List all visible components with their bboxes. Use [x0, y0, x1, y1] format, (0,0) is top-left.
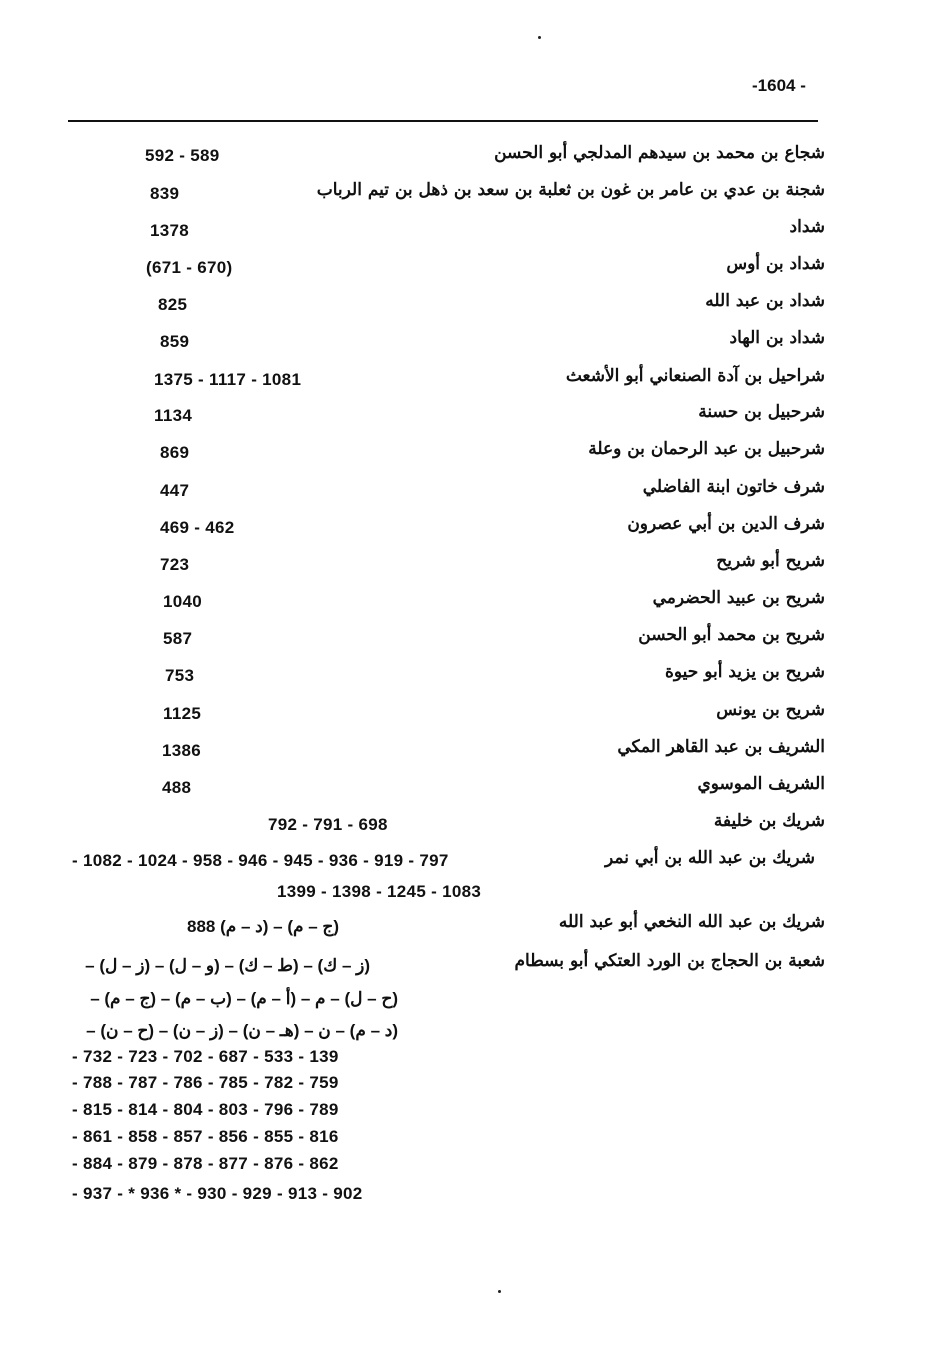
entry-pages: 869 [160, 443, 190, 462]
entry-pages: 469 - 462 [160, 518, 235, 537]
entry-pages: 753 [165, 666, 195, 685]
entry-name: شعبة بن الحجاج بن الورد العتكي أبو بسطام [514, 951, 825, 971]
entry-pages: 825 [158, 295, 188, 314]
top-speck [538, 36, 541, 39]
entry-name: شريح بن يونس [716, 700, 825, 720]
entry-pages-line: - 861 - 858 - 857 - 856 - 855 - 816 [72, 1127, 339, 1146]
entry-pages: 447 [160, 481, 190, 500]
entry-pages: 488 [162, 778, 192, 797]
entry-name: شريك بن عبد الله النخعي أبو عبد الله [558, 912, 825, 932]
entry-name: شرف الدين بن أبي عصرون [627, 514, 825, 534]
entry-pages: 792 - 791 - 698 [268, 815, 388, 834]
entry-name: شريح بن محمد أبو الحسن [638, 625, 825, 645]
entry-pages: 859 [160, 332, 190, 351]
entry-name: شريح أبو شريح [716, 551, 825, 571]
entry-pages: 1040 [163, 592, 203, 611]
entry-name: شراحيل بن آدة الصنعاني أبو الأشعث [565, 366, 825, 386]
entry-name: شريح بن يزيد أبو حيوة [664, 662, 825, 682]
entry-name: شداد بن الهاد [729, 328, 825, 348]
entry-pages-line: - 788 - 787 - 786 - 785 - 782 - 759 [72, 1073, 339, 1092]
page-number: -1604 - [752, 76, 806, 95]
entry-name: الشريف الموسوي [697, 774, 825, 794]
entry-name: شرحبيل بن عبد الرحمان بن وعلة [588, 439, 825, 459]
entry-name: شرف خاتون ابنة الفاضلي [642, 477, 825, 497]
entry-pages: 1386 [162, 741, 202, 760]
entry-pages: 1134 [154, 406, 193, 425]
bottom-speck [498, 1290, 501, 1293]
entry-name: شجاع بن محمد بن سيدهم المدلجي أبو الحسن [494, 143, 825, 163]
entry-pages: 1378 [150, 221, 190, 240]
entry-name: شريك بن خليفة [713, 811, 825, 831]
entry-pages: - 1082 - 1024 - 958 - 946 - 945 - 936 - 919 - 797 [72, 851, 449, 870]
entry-name: شداد بن عبد الله [705, 291, 825, 311]
entry-pages-line: - 815 - 814 - 804 - 803 - 796 - 789 [72, 1100, 339, 1119]
entry-pages-line: - 732 - 723 - 702 - 687 - 533 - 139 [72, 1047, 339, 1066]
entry-pages-continued: 1399 - 1398 - 1245 - 1083 [277, 882, 482, 901]
entry-pages: 592 - 589 [145, 146, 220, 165]
entry-pages-line: - 937 - * 936 * - 930 - 929 - 913 - 902 [72, 1184, 363, 1203]
entry-pages: 1375 - 1117 - 1081 [154, 370, 302, 389]
entry-name: شريح بن عبيد الحضرمي [652, 588, 825, 608]
entry-pages-line: (ح – ل) – م – (أ – م) – (ب – م) – (ج – م) – [90, 989, 398, 1008]
entry-name: شريك بن عبد الله بن أبي نمر [605, 848, 815, 868]
entry-pages-line: (د – م) – ن – (هـ – ن) – (ز – ن) – (ح – ن) – [86, 1021, 398, 1040]
entry-pages: (ج – م) – (د – م) 888 [187, 917, 340, 936]
entry-pages-line: - 884 - 879 - 878 - 877 - 876 - 862 [72, 1154, 339, 1173]
entry-name: شداد [789, 217, 825, 237]
entry-pages: 1125 [163, 704, 202, 723]
entry-name: شداد بن أوس [726, 254, 825, 274]
entry-pages: 587 [163, 629, 193, 648]
entry-pages-line: (ز – ك) – (ط – ك) – (و – ل) – (ز – ل) – [85, 956, 370, 975]
entry-pages: 839 [150, 184, 180, 203]
entry-name: شرحبيل بن حسنة [698, 402, 825, 422]
entry-pages: 723 [160, 555, 190, 574]
entry-name: الشريف بن عبد القاهر المكي [617, 737, 825, 757]
entry-name: شجنة بن عدي بن عامر بن غون بن ثعلبة بن سعد بن ذهل بن تيم الرباب [316, 180, 825, 200]
header-rule [68, 120, 818, 122]
entry-pages: (671 - 670) [146, 258, 233, 277]
